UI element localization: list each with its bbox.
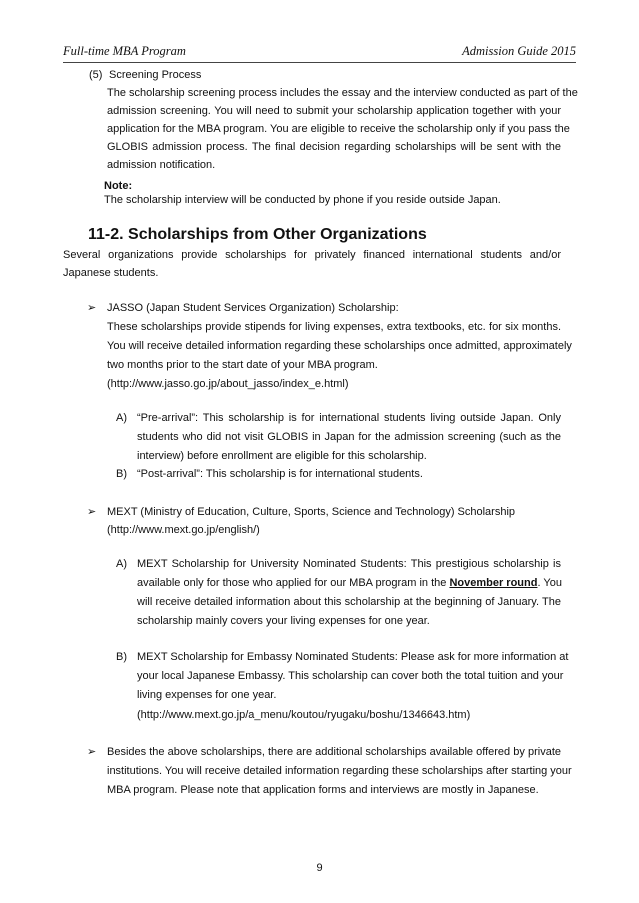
mext-item-b-line-3: living expenses for one year. xyxy=(137,689,277,701)
screening-title: Screening Process xyxy=(109,69,202,81)
jasso-item-a-label: A) xyxy=(116,412,127,424)
mext-item-b-line-1: MEXT Scholarship for Embassy Nominated Students: Please ask for more information at xyxy=(137,651,569,663)
note-text: The scholarship interview will be conducted by phone if you reside outside Japan. xyxy=(104,194,501,206)
header-program: Full-time MBA Program xyxy=(63,44,186,58)
screening-number: (5) xyxy=(89,69,103,81)
mext-item-a-line-2 xyxy=(137,576,561,590)
jasso-item-a-line-2: students who did not visit GLOBIS in Japan for the admission screening (such as the xyxy=(137,431,561,443)
mext-item-a-line-1: MEXT Scholarship for University Nominated Students: This prestigious scholarship is xyxy=(137,558,561,570)
jasso-item-a-line-1: “Pre-arrival”: This scholarship is for international students living outside Japan. Only xyxy=(137,412,561,424)
jasso-item-b-label: B) xyxy=(116,468,127,480)
screening-line-1: The scholarship screening process includes the essay and the interview conducted as part of the xyxy=(107,87,578,99)
section-intro-line-1: Several organizations provide scholarships for privately financed international students and/or xyxy=(63,249,561,261)
screening-line-3: application for the MBA program. You are eligible to receive the scholarship only if you pass the xyxy=(107,123,570,135)
other-line-2: institutions. You will receive detailed information regarding these scholarships after starting your xyxy=(107,765,572,777)
page-number: 9 xyxy=(316,862,323,874)
mext-item-a-line-4: scholarship mainly covers your living expenses for one year. xyxy=(137,615,430,627)
mext-item-b-label: B) xyxy=(116,651,127,663)
mext-item-b-url: (http://www.mext.go.jp/a_menu/koutou/ryugaku/boshu/1346643.htm) xyxy=(137,709,471,721)
mext-item-a-label: A) xyxy=(116,558,127,570)
page-header xyxy=(63,42,576,63)
note-label: Note: xyxy=(104,180,133,192)
arrow-bullet-icon: ➢ xyxy=(87,746,97,758)
jasso-item-a-line-3: interview) before enrollment are eligible for this scholarship. xyxy=(137,450,427,462)
header-guide: Admission Guide 2015 xyxy=(462,44,576,58)
mext-item-b-line-2: your local Japanese Embassy. This scholarship can cover both the total tuition and your xyxy=(137,670,564,682)
november-round-emphasis: November round xyxy=(449,577,538,589)
other-line-3: MBA program. Please note that application forms and interviews are mostly in Japanese. xyxy=(107,784,539,796)
screening-line-4: GLOBIS admission process. The final decision regarding scholarships will be sent with the xyxy=(107,141,561,153)
jasso-url: (http://www.jasso.go.jp/about_jasso/index_e.html) xyxy=(107,378,349,390)
section-heading: 11-2. Scholarships from Other Organizations xyxy=(88,226,427,243)
mext-item-a-line-2-post: . You xyxy=(537,577,562,589)
jasso-line-2: You will receive detailed information regarding these scholarships once admitted, approximately xyxy=(107,340,572,352)
mext-title: MEXT (Ministry of Education, Culture, Sports, Science and Technology) Scholarship xyxy=(107,506,516,518)
other-line-1: Besides the above scholarships, there are additional scholarships available offered by private xyxy=(107,746,561,758)
jasso-line-1: These scholarships provide stipends for living expenses, extra textbooks, etc. for six months. xyxy=(107,321,561,333)
mext-item-a-line-3: will receive detailed information about this scholarship at the beginning of January. The xyxy=(137,596,561,608)
arrow-bullet-icon: ➢ xyxy=(87,302,97,314)
jasso-item-b-line-1: “Post-arrival”: This scholarship is for international students. xyxy=(137,468,423,480)
screening-line-2: admission screening. You will need to submit your scholarship application together with your xyxy=(107,105,561,117)
jasso-title: JASSO (Japan Student Services Organization) Scholarship: xyxy=(107,302,399,314)
screening-line-5: admission notification. xyxy=(107,159,216,171)
mext-url: (http://www.mext.go.jp/english/) xyxy=(107,524,260,536)
jasso-line-3: two months prior to the start date of your MBA program. xyxy=(107,359,378,371)
section-intro-line-2: Japanese students. xyxy=(63,267,159,279)
mext-item-a-line-2-pre: available only for those who applied for our MBA program in the xyxy=(137,577,450,589)
arrow-bullet-icon: ➢ xyxy=(87,506,97,518)
